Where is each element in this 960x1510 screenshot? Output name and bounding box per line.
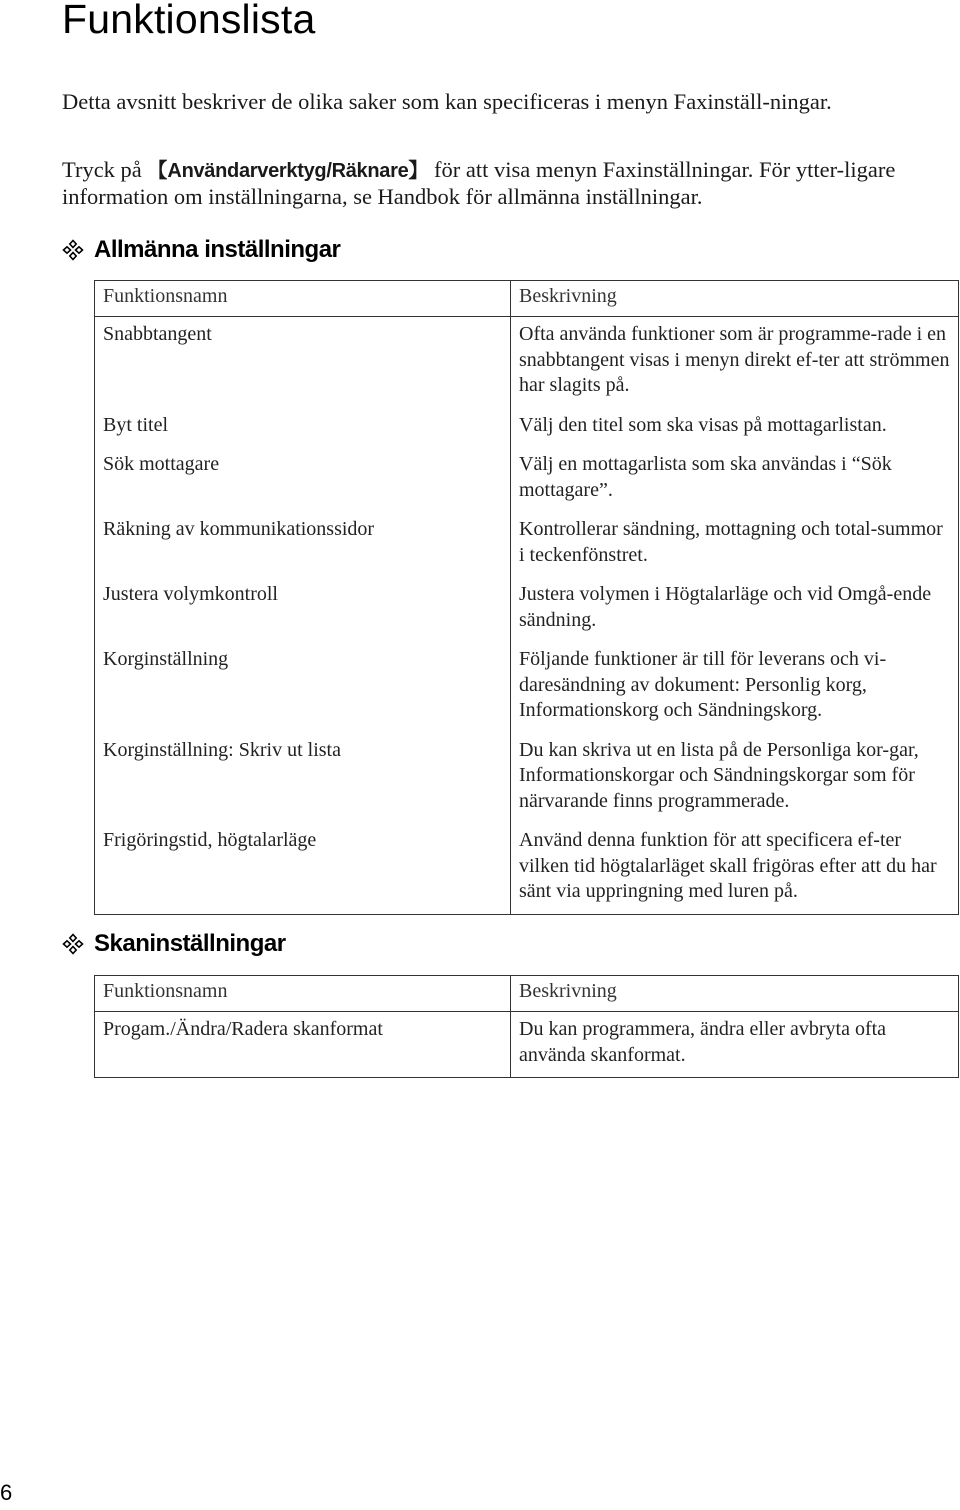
function-description: Kontrollerar sändning, mottagning och total-summor i teckenfönstret. — [511, 512, 959, 577]
function-description: Justera volymen i Högtalarläge och vid Omgå-ende sändning. — [511, 577, 959, 642]
page-number: 6 — [0, 1480, 13, 1505]
intro-paragraph-key — [62, 157, 942, 210]
table-header-row — [95, 281, 959, 317]
section-heading-scan — [62, 930, 286, 958]
function-description: Följande funktioner är till för leverans och vi-daresändning av dokument: Personlig korg, Informationskorg och Sändningskorg. — [511, 642, 959, 733]
intro-text-after-key: för att visa menyn Faxinställningar. För ytter-ligare information om inställningarna, se Handbok för allmänna inställningar. — [62, 157, 896, 209]
function-name: Korginställning — [95, 642, 511, 733]
function-name: Progam./Ändra/Radera skanformat — [95, 1012, 511, 1078]
key-label: Användarverktyg/Räknare — [167, 160, 409, 182]
table-row — [95, 1012, 959, 1078]
intro-paragraph — [62, 89, 942, 115]
intro-text: Detta avsnitt beskriver de olika saker som kan specificeras i menyn Faxinställ-ningar. — [62, 89, 832, 114]
function-name: Räkning av kommunikationssidor — [95, 512, 511, 577]
column-header-name: Funktionsnamn — [95, 976, 511, 1012]
table-row — [95, 577, 959, 642]
function-name: Snabbtangent — [95, 317, 511, 408]
scan-settings-table — [94, 975, 959, 1078]
key-bracket-close: 】 — [408, 158, 429, 182]
function-name: Korginställning: Skriv ut lista — [95, 733, 511, 824]
general-settings-table — [94, 280, 959, 915]
table-row — [95, 447, 959, 512]
function-description: Välj den titel som ska visas på mottagarlistan. — [511, 408, 959, 448]
table-row — [95, 823, 959, 914]
table-row — [95, 733, 959, 824]
key-bracket-open: 【 — [147, 158, 168, 182]
table-row — [95, 642, 959, 733]
column-header-name: Funktionsnamn — [95, 281, 511, 317]
column-header-description: Beskrivning — [511, 281, 959, 317]
section-heading-general — [62, 236, 340, 264]
intro-text-before-key: Tryck på — [62, 157, 148, 182]
section-heading-text: Skaninställningar — [94, 930, 286, 957]
function-name: Frigöringstid, högtalarläge — [95, 823, 511, 914]
function-description: Använd denna funktion för att specificera ef-ter vilken tid högtalarläget skall frigöras efter att du har sänt via uppringning med luren på. — [511, 823, 959, 914]
table-row — [95, 317, 959, 408]
diamond-icon — [62, 933, 84, 955]
function-description: Ofta använda funktioner som är programme-rade i en snabbtangent visas i menyn direkt ef-ter att strömmen har slagits på. — [511, 317, 959, 408]
function-description: Du kan programmera, ändra eller avbryta ofta använda skanformat. — [511, 1012, 959, 1078]
table-header-row — [95, 976, 959, 1012]
diamond-icon — [62, 239, 84, 261]
function-name: Byt titel — [95, 408, 511, 448]
function-description: Välj en mottagarlista som ska användas i “Sök mottagare”. — [511, 447, 959, 512]
function-name: Justera volymkontroll — [95, 577, 511, 642]
function-name: Sök mottagare — [95, 447, 511, 512]
table-row — [95, 408, 959, 448]
function-description: Du kan skriva ut en lista på de Personliga kor-gar, Informationskorgar och Sändningskorgar som för närvarande finns programmerade. — [511, 733, 959, 824]
table-row — [95, 512, 959, 577]
section-heading-text: Allmänna inställningar — [94, 236, 341, 263]
column-header-description: Beskrivning — [511, 976, 959, 1012]
page-title: Funktionslista — [62, 0, 316, 42]
